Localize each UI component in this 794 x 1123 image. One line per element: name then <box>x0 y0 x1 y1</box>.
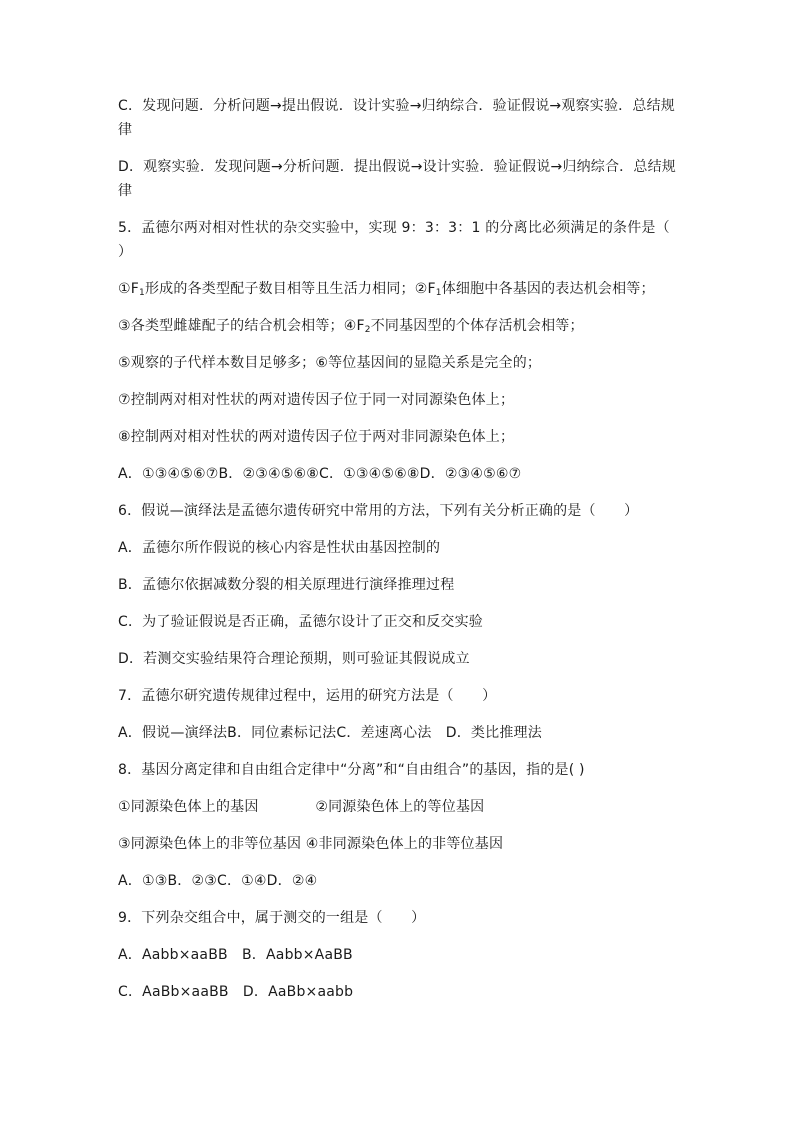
q5-condition-1-2: $①F_1$形成的各类型配子数目相等且生活力相同；$②F_1$体细胞中各基因的表达机会相等； <box>118 281 655 298</box>
q6-option-c: C．为了验证假说是否正确，孟德尔设计了正交和反交实验 <box>118 614 483 630</box>
q5-condition-8: ⑧控制两对相对性状的两对遗传因子位于两对非同源染色体上； <box>118 429 515 445</box>
q4-option-c: C．发现问题．分析问题→提出假说．设计实验→归纳综合．验证假说→观察实验．总结规律 <box>118 98 675 138</box>
q8-options: A．①③B．②③C．①④D．②④ <box>118 873 318 889</box>
q8-items-3-4: ③同源染色体上的非等位基因 ④非同源染色体上的非等位基因 <box>118 836 504 852</box>
q5-condition-7: ⑦控制两对相对性状的两对遗传因子位于同一对同源染色体上； <box>118 392 515 408</box>
q5-options: A．①③④⑤⑥⑦B．②③④⑤⑥⑧C．①③④⑤⑥⑧D．②③④⑤⑥⑦ <box>118 466 522 482</box>
q8-stem: 8．基因分离定律和自由组合定律中“分离”和“自由组合”的基因，指的是( ) <box>118 762 585 778</box>
q6-option-a: A．孟德尔所作假说的核心内容是性状由基因控制的 <box>118 540 441 556</box>
q9-options-a-b: A．Aabb×aaBB B．Aabb×AaBB <box>118 947 353 963</box>
q9-options-c-d: C．AaBb×aaBB D．AaBb×aabb <box>118 984 354 1000</box>
q6-option-d: D．若测交实验结果符合理论预期，则可验证其假说成立 <box>118 651 470 667</box>
document-page <box>118 94 699 1017</box>
q8-items-1-2: ①同源染色体上的基因 ②同源染色体上的等位基因 <box>118 799 485 815</box>
q9-stem: 9．下列杂交组合中，属于测交的一组是（ ） <box>118 910 426 926</box>
q5-stem: 5．孟德尔两对相对性状的杂交实验中，实现 9：3：3：1 的分离比必须满足的条件是（ ） <box>118 220 699 260</box>
q6-stem: 6．假说—演绎法是孟德尔遗传研究中常用的方法，下列有关分析正确的是（ ） <box>118 503 639 519</box>
q5-condition-5-6: ⑤观察的子代样本数目足够多；⑥等位基因间的显隐关系是完全的； <box>118 355 542 371</box>
q4-option-d: D．观察实验．发现问题→分析问题．提出假说→设计实验．验证假说→归纳综合．总结规律 <box>118 159 676 199</box>
q7-stem: 7．孟德尔研究遗传规律过程中，运用的研究方法是（ ） <box>118 688 497 704</box>
q5-condition-3-4: ③各类型雌雄配子的结合机会相等；$④F_2$不同基因型的个体存活机会相等； <box>118 318 584 335</box>
q7-options: A．假说—演绎法B．同位素标记法C．差速离心法 D．类比推理法 <box>118 725 542 741</box>
q6-option-b: B．孟德尔依据减数分裂的相关原理进行演绎推理过程 <box>118 577 455 593</box>
